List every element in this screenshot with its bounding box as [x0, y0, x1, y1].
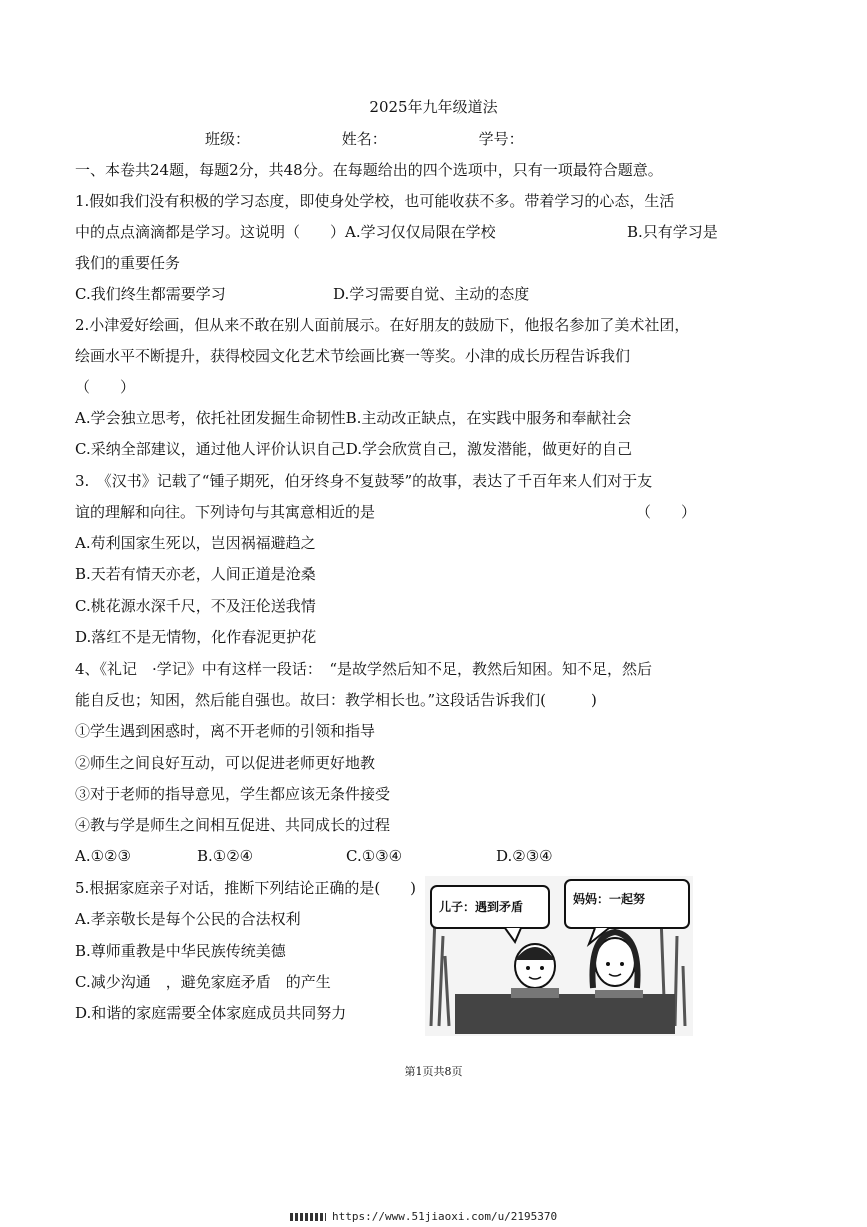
q5-option-d: D.和谐的家庭需要全体家庭成员共同努力 — [75, 1004, 347, 1022]
q2-line2: 绘画水平不断提升，获得校园文化艺术节绘画比赛一等奖。小津的成长历程告诉我们 — [75, 347, 631, 365]
q3-bracket: （ ） — [636, 503, 697, 521]
q4-statement-4: ④教与学是师生之间相互促进、共同成长的过程 — [75, 816, 391, 834]
q1-option-d: D.学习需要自觉、主动的态度 — [333, 285, 530, 303]
q2-line1: 2.小津爱好绘画，但从来不敢在别人面前展示。在好朋友的鼓励下，他报名参加了美术社团， — [75, 316, 690, 334]
q5-option-b: B.尊师重教是中华民族传统美德 — [75, 942, 286, 960]
page-title: 2025年九年级道法 — [369, 98, 498, 116]
q1-line3: 我们的重要任务 — [75, 254, 181, 272]
q3-line2: 谊的理解和向往。下列诗句与其寓意相近的是 — [75, 503, 376, 521]
q4-line1: 4、《礼记 ·学记》中有这样一段话： “是故学然后知不足，教然后知困。知不足，然后 — [75, 660, 652, 678]
q1-option-b: B.只有学习是 — [627, 223, 718, 241]
q4-option-d: D.②③④ — [496, 847, 553, 865]
section-intro: 一、本卷共24题，每题2分，共48分。在每题给出的四个选项中，只有一项最符合题意。 — [75, 161, 663, 179]
q1-option-c: C.我们终生都需要学习 — [75, 285, 226, 303]
id-label: 学号： — [478, 130, 524, 148]
q1-line1: 1.假如我们没有积极的学习态度，即使身处学校，也可能收获不多。带着学习的心态，生活 — [75, 192, 675, 210]
q3-option-b: B.天若有情天亦老，人间正道是沧桑 — [75, 565, 316, 583]
page-footer: 第1页共8页 — [404, 1065, 463, 1078]
family-dialogue-illustration — [425, 876, 693, 1036]
q3-option-d: D.落红不是无情物，化作春泥更护花 — [75, 628, 317, 646]
q2-options-cd: C.采纳全部建议，通过他人评价认识自己D.学会欣赏自己，激发潜能，做更好的自己 — [75, 440, 632, 458]
q4-statement-1: ①学生遇到困惑时，离不开老师的引领和指导 — [75, 722, 376, 740]
q4-option-c: C.①③④ — [346, 847, 403, 865]
q4-option-b: B.①②④ — [197, 847, 254, 865]
q3-option-c: C.桃花源水深千尺，不及汪伦送我情 — [75, 597, 316, 615]
q4-line2: 能自反也；知困，然后能自强也。故曰：教学相长也。”这段话告诉我们( ) — [75, 691, 597, 709]
q5-line1: 5.根据家庭亲子对话，推断下列结论正确的是( ) — [75, 879, 417, 897]
q5-option-c: C.减少沟通 ，避免家庭矛盾 的产生 — [75, 973, 331, 991]
name-label: 姓名： — [341, 130, 387, 148]
watermark-logo-icon — [290, 1213, 326, 1221]
q4-option-a: A.①②③ — [75, 847, 131, 865]
son-speech-text: 儿子：遇到矛盾 — [439, 900, 524, 914]
mom-speech-text: 妈妈：一起努 — [573, 892, 646, 906]
q5-option-a: A.孝亲敬长是每个公民的合法权利 — [75, 910, 301, 928]
watermark-url: https://www.51jiaoxi.com/u/2195370 — [332, 1210, 558, 1223]
q4-statement-3: ③对于老师的指导意见，学生都应该无条件接受 — [75, 785, 391, 803]
q2-options-ab: A.学会独立思考，依托社团发掘生命韧性B.主动改正缺点，在实践中服务和奉献社会 — [75, 409, 632, 427]
q2-line3: （ ） — [75, 378, 136, 396]
q3-line1: 3. 《汉书》记载了“锺子期死，伯牙终身不复鼓琴”的故事，表达了千百年来人们对于友 — [75, 472, 653, 490]
q3-option-a: A.苟利国家生死以，岂因祸福避趋之 — [75, 534, 316, 552]
q4-statement-2: ②师生之间良好互动，可以促进老师更好地教 — [75, 754, 376, 772]
student-info — [205, 128, 524, 149]
class-label: 班级： — [205, 130, 251, 148]
watermark — [290, 1210, 557, 1223]
q1-line2: 中的点点滴滴都是学习。这说明（ ）A.学习仅仅局限在学校 — [75, 223, 496, 241]
